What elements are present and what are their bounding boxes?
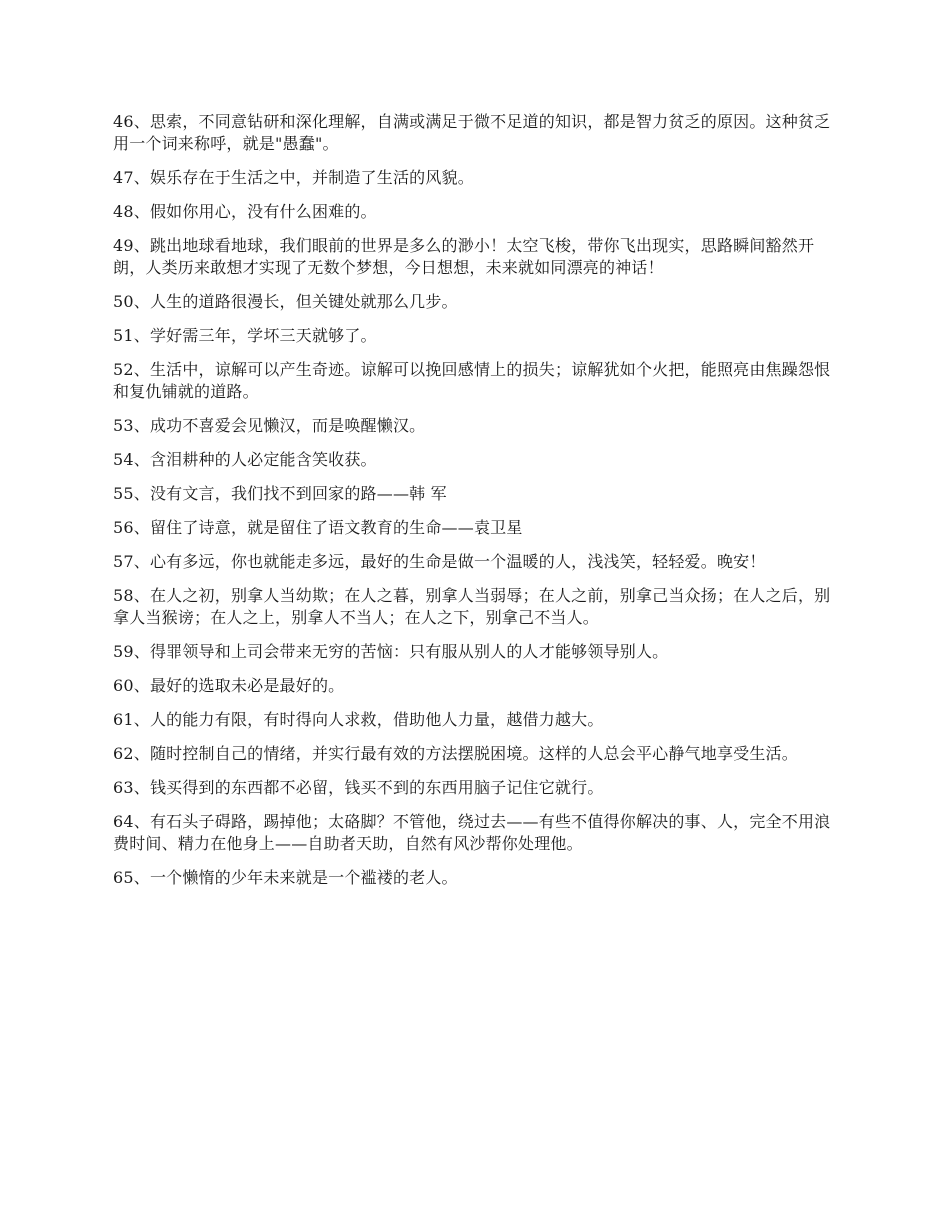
quote-item-57: 57、心有多远，你也就能走多远，最好的生命是做一个温暖的人，浅浅笑，轻轻爱。晚安！ <box>113 552 766 571</box>
quote-item-59: 59、得罪领导和上司会带来无穷的苦恼：只有服从别人的人才能够领导别人。 <box>113 642 669 661</box>
quote-item-64: 64、有石头子碍路，踢掉他；太硌脚？不管他，绕过去——有些不值得你解决的事、人，完全不用浪费时间、精力在他身上——自助者天助，自然有风沙帮你处理他。 <box>113 812 831 853</box>
quote-list <box>113 111 840 889</box>
quote-item-49: 49、跳出地球看地球，我们眼前的世界是多么的渺小！太空飞梭，带你飞出现实，思路瞬间豁然开朗，人类历来敢想才实现了无数个梦想，今日想想，未来就如同漂亮的神话！ <box>113 236 815 277</box>
quote-item-65: 65、一个懒惰的少年未来就是一个褴褛的老人。 <box>113 868 458 887</box>
quote-item-48: 48、假如你用心，没有什么困难的。 <box>113 202 377 221</box>
quote-item-63: 63、钱买得到的东西都不必留，钱买不到的东西用脑子记住它就行。 <box>113 778 604 797</box>
quote-item-54: 54、含泪耕种的人必定能含笑收获。 <box>113 450 377 469</box>
quote-item-60: 60、最好的选取未必是最好的。 <box>113 676 345 695</box>
quote-item-56: 56、留住了诗意，就是留住了语文教育的生命——袁卫星 <box>113 518 523 537</box>
quote-item-51: 51、学好需三年，学坏三天就够了。 <box>113 326 377 345</box>
quote-item-52: 52、生活中，谅解可以产生奇迹。谅解可以挽回感情上的损失；谅解犹如个火把，能照亮由焦躁怨恨和复仇铺就的道路。 <box>113 360 831 401</box>
quote-item-50: 50、人生的道路很漫长，但关键处就那么几步。 <box>113 292 458 311</box>
quote-item-58: 58、在人之初，别拿人当幼欺；在人之暮，别拿人当弱辱；在人之前，别拿己当众扬；在人之后，别拿人当猴谤；在人之上，别拿人不当人；在人之下，别拿己不当人。 <box>113 586 831 627</box>
quote-item-53: 53、成功不喜爱会见懒汉，而是唤醒懒汉。 <box>113 416 426 435</box>
quote-item-62: 62、随时控制自己的情绪，并实行最有效的方法摆脱困境。这样的人总会平心静气地享受生活。 <box>113 744 798 763</box>
quote-item-46: 46、思索，不同意钻研和深化理解，自满或满足于微不足道的知识，都是智力贫乏的原因。这种贫乏用一个词来称呼，就是"愚蠢"。 <box>113 112 831 153</box>
quote-item-55: 55、没有文言，我们找不到回家的路——韩 军 <box>113 484 447 503</box>
quote-item-47: 47、娱乐存在于生活之中，并制造了生活的风貌。 <box>113 168 474 187</box>
quote-item-61: 61、人的能力有限，有时得向人求救，借助他人力量，越借力越大。 <box>113 710 604 729</box>
